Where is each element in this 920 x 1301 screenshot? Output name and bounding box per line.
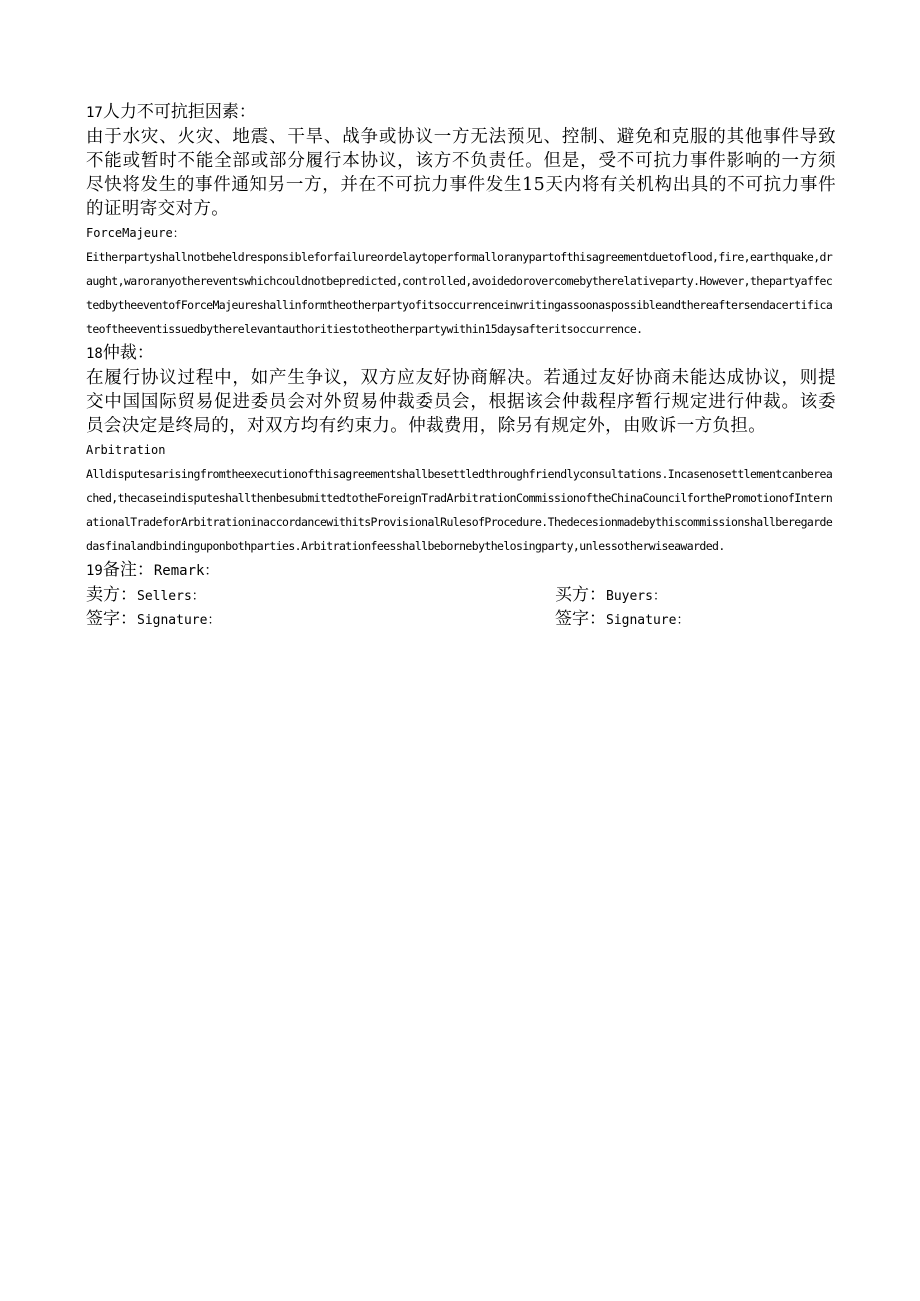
section-18-body-zh: 在履行协议过程中，如产生争议，双方应友好协商解决。若通过友好协商未能达成协议，则提交中国国际贸易促进委员会对外贸易仲裁委员会，根据该会仲裁程序暂行规定进行仲裁。该委员会决定是终局的，对双方均有约束力。仲裁费用，除另有规定外，由败诉一方负担。 bbox=[86, 368, 836, 436]
section-17-heading bbox=[86, 100, 836, 125]
section-19-title-en: Remark： bbox=[153, 563, 219, 579]
section-17-body-zh: 由于水灾、火灾、地震、干旱、战争或协议一方无法预见、控制、避免和克服的其他事件导致不能或暂时不能全部或部分履行本协议，该方不负责任。但是，受不可抗力事件影响的一方须尽快将发生的事件通知另一方，并在不可抗力事件发生15天内将有关机构出具的不可抗力事件的证明寄交对方。 bbox=[86, 127, 836, 219]
seller-label bbox=[86, 583, 555, 607]
section-19-title: 备注： bbox=[102, 560, 154, 580]
seller-label-zh: 卖方： bbox=[86, 585, 137, 605]
buyer-label-en: Buyers： bbox=[606, 589, 666, 604]
section-18-heading bbox=[86, 341, 836, 366]
section-18-title: 仲裁： bbox=[102, 343, 154, 363]
contract-page bbox=[86, 100, 836, 631]
seller-label-en: Sellers： bbox=[137, 589, 205, 604]
section-18-number: 18 bbox=[86, 346, 103, 362]
seller-signature-en: Signature： bbox=[137, 613, 221, 628]
section-17-title: 人力不可抗拒因素： bbox=[102, 102, 256, 122]
buyer-signature-en: Signature： bbox=[606, 613, 690, 628]
section-17-body-en: Eitherpartyshallnotbeheldresponsibleforfailureordelaytoperformalloranypartofthisagreementduetoflood,fire,earthquake,draught,waroranyothereventswhichcouldnotbepredicted,controlled,avoidedorovercomebytherelativeparty.However,thepartyaffectedbytheeventofForceMajeureshallinformtheotherpartyofitsoccurrenceinwritingassoonaspossibleandthereaftersendacertificateoftheeventissuedbytherelevantauthoritiestotheotherpartywithin15daysafteritsoccurrence. bbox=[86, 250, 833, 336]
section-19-number: 19 bbox=[86, 563, 103, 579]
party-row bbox=[86, 583, 836, 607]
section-18-title-en: Arbitration bbox=[86, 443, 166, 457]
buyer-signature bbox=[555, 607, 836, 631]
section-17-title-en: ForceMajeure： bbox=[86, 226, 185, 240]
buyer-label bbox=[555, 583, 836, 607]
seller-signature-zh: 签字： bbox=[86, 609, 137, 629]
signature-row bbox=[86, 607, 836, 631]
section-18-body-en: Alldisputesarisingfromtheexecutionofthisagreementshallbesettledthroughfriendlyconsultations.Incasenosettlementcanbereached,thecaseindisputeshallthenbesubmittedtotheForeignTradArbitrationCommissionoftheChinaCouncilforthePromotionofInternationalTradeforArbitrationinaccordancewithitsProvisionalRulesofProcedure.Thedecesionmadebythiscommissionshallberegardedasfinalandbindinguponbothparties.Arbitrationfeesshallbebornebythelosingparty,unlessotherwiseawarded. bbox=[86, 467, 833, 553]
buyer-label-zh: 买方： bbox=[555, 585, 606, 605]
section-19-heading bbox=[86, 558, 836, 583]
section-17-number: 17 bbox=[86, 105, 103, 121]
buyer-signature-zh: 签字： bbox=[555, 609, 606, 629]
seller-signature bbox=[86, 607, 555, 631]
